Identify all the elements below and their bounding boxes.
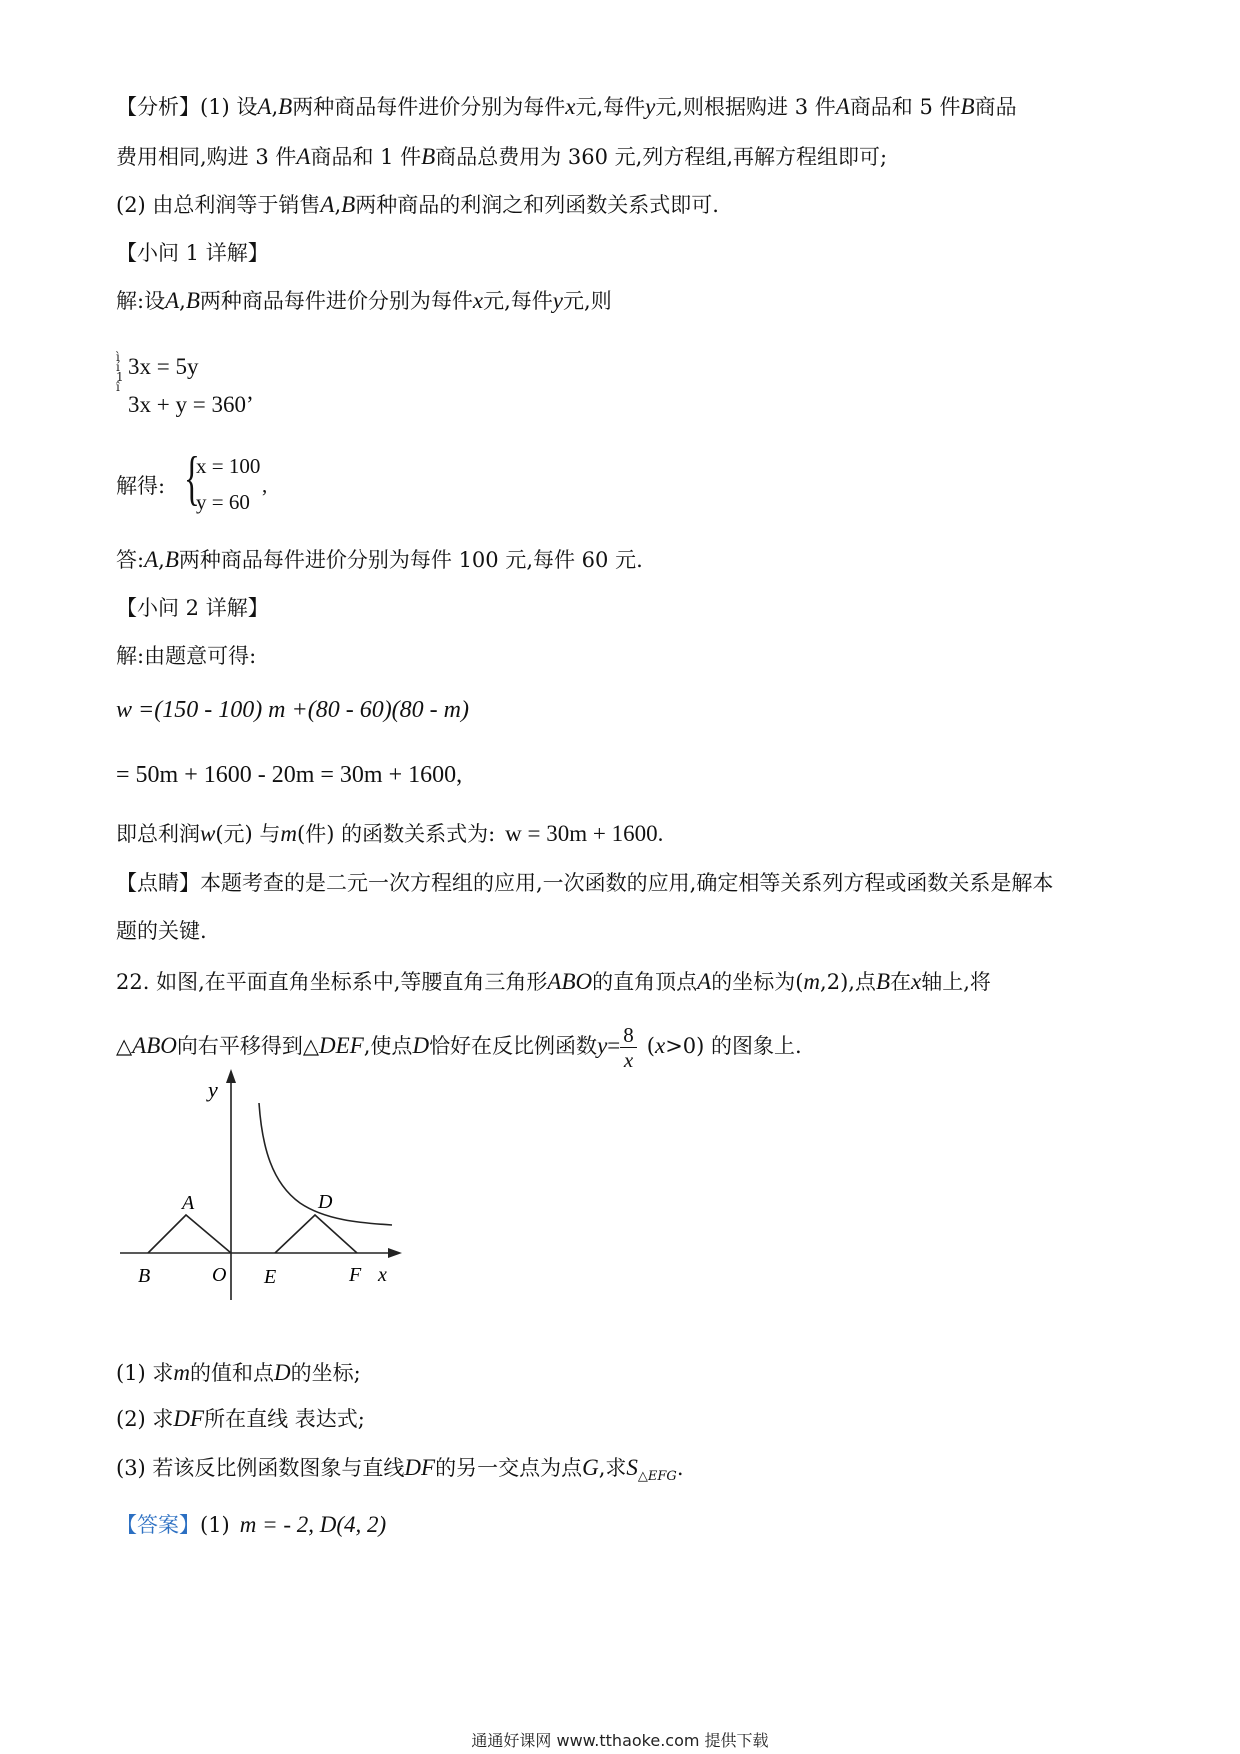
solved-label: 解得: bbox=[116, 474, 166, 498]
problem22-line-2: △ABO向右平移得到△DEF,使点D恰好在反比例函数y= $\frac{8}{x}$ (x>0) 的图象上. bbox=[116, 1023, 802, 1072]
label-A: A bbox=[182, 1192, 195, 1214]
label-O: O bbox=[212, 1264, 227, 1286]
triangle-ABO bbox=[148, 1215, 231, 1253]
answer-line: 【答案】(1) m = - 2, D(4, 2) bbox=[116, 1512, 387, 1537]
equation-1: 3x = 5y bbox=[128, 354, 199, 379]
label-y: y bbox=[208, 1077, 218, 1102]
sub-question-2: (2) 求DF所在直线 表达式; bbox=[116, 1406, 365, 1431]
sub-question-3: (3) 若该反比例函数图象与直线DF的另一交点为点G,求$S_{\triangle EFG}$. bbox=[116, 1455, 684, 1485]
label-B: B bbox=[138, 1265, 151, 1287]
curly-brace: { bbox=[184, 445, 200, 511]
q2-equation-1: w =(150 - 100) m +(80 - 60)(80 - m) bbox=[116, 697, 469, 723]
triangle-DEF bbox=[275, 1215, 357, 1253]
label-F: F bbox=[349, 1264, 362, 1286]
q1-heading: 【小问 1 详解】 bbox=[116, 241, 269, 265]
q1-answer: 答:A,B两种商品每件进价分别为每件 100 元,每件 60 元. bbox=[116, 547, 643, 572]
label-D: D bbox=[318, 1191, 333, 1213]
comment-line-2: 题的关键. bbox=[116, 919, 207, 943]
q1-setup: 解:设A,B两种商品每件进价分别为每件x元,每件y元,则 bbox=[116, 288, 612, 313]
y-axis-arrow bbox=[226, 1069, 236, 1083]
coordinate-figure bbox=[110, 1065, 410, 1300]
result-x: x = 100 bbox=[196, 454, 261, 478]
analysis-line-3: (2) 由总利润等于销售A,B两种商品的利润之和列函数关系式即可. bbox=[116, 192, 719, 217]
answer-tag: 【答案】 bbox=[116, 1513, 200, 1537]
result-y: y = 60 bbox=[196, 490, 250, 514]
q2-equation-2: = 50m + 1600 - 20m = 30m + 1600, bbox=[116, 762, 463, 788]
broken-brace: ì í 1 î bbox=[116, 350, 124, 394]
q2-conclusion: 即总利润w(元) 与m(件) 的函数关系式为: w = 30m + 1600. bbox=[116, 821, 664, 846]
analysis-line-1: 【分析】(1) 设A,B两种商品每件进价分别为每件x元,每件y元,则根据购进 3 件A商品和 5 件B商品 bbox=[116, 94, 1017, 119]
sub-question-1: (1) 求m的值和点D的坐标; bbox=[116, 1360, 361, 1385]
label-x: x bbox=[378, 1264, 387, 1286]
label-E: E bbox=[264, 1266, 277, 1288]
comment-line-1: 【点睛】本题考查的是二元一次方程组的应用,一次函数的应用,确定相等关系列方程或函数关系是解本 bbox=[116, 871, 1054, 895]
x-axis-arrow bbox=[388, 1248, 402, 1258]
q2-heading: 【小问 2 详解】 bbox=[116, 596, 269, 620]
q2-intro: 解:由题意可得: bbox=[116, 644, 257, 668]
problem22-line-1: 22. 如图,在平面直角坐标系中,等腰直角三角形ABO的直角顶点A的坐标为(m,2),点B在x轴上,将 bbox=[116, 969, 991, 994]
result-comma: , bbox=[262, 473, 268, 497]
fraction-8-over-x: $\frac{8}{x}$ bbox=[620, 1023, 637, 1072]
equation-2: 3x + y = 360’ bbox=[128, 392, 254, 417]
analysis-tag: 【分析】 bbox=[116, 95, 200, 119]
page-footer: 通通好课网 www.tthaoke.com 提供下载 bbox=[471, 1731, 769, 1750]
analysis-line-2: 费用相同,购进 3 件A商品和 1 件B商品总费用为 360 元,列方程组,再解方程组即可; bbox=[116, 144, 888, 169]
